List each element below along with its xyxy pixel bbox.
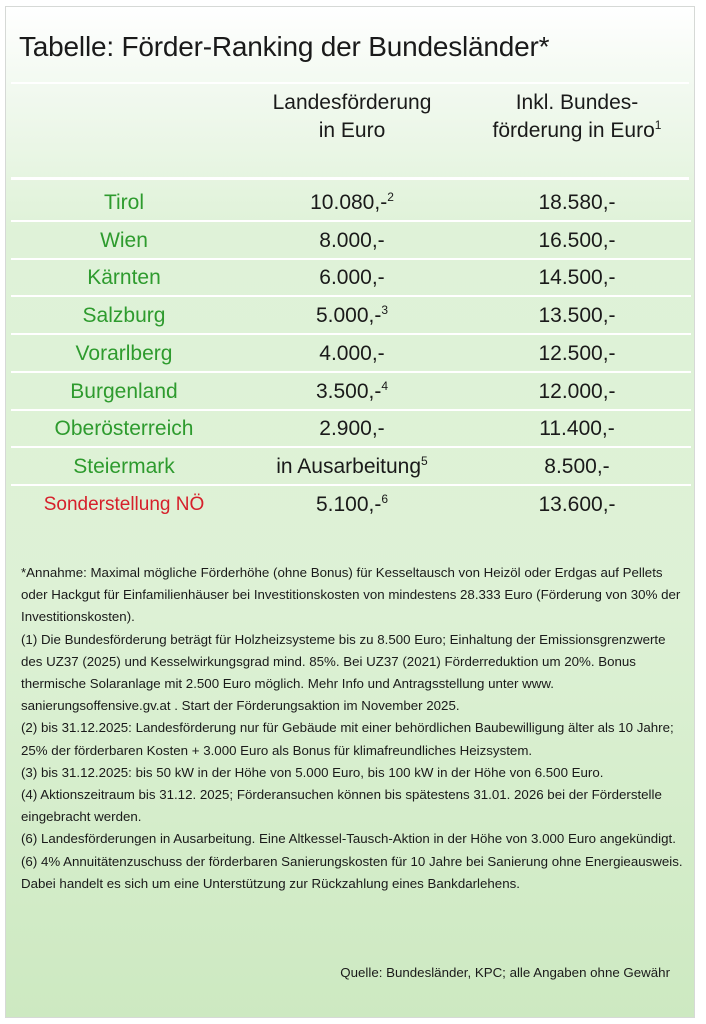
table-title: Tabelle: Förder-Ranking der Bundesländer* — [19, 31, 550, 62]
landes-value — [237, 336, 467, 371]
row-divider — [11, 484, 691, 486]
landes-amount: 5.100,- — [315, 492, 382, 516]
row-divider — [11, 371, 691, 373]
footnote: (2) bis 31.12.2025: Landesförderung nur für Gebäude mit einer behördlichen Baubewilligung älter als 10 Jahre; 25% der förderbaren Kosten + 3.000 Euro als Bonus für klimafreundliches Heizsystem. — [21, 720, 674, 758]
column-header-bundes — [467, 89, 687, 145]
state-name: Oberösterreich — [54, 417, 194, 441]
bundes-value: 12.000,- — [538, 379, 616, 403]
landes-value — [237, 185, 467, 220]
state-name: Burgenland — [70, 379, 178, 403]
column-header-bundes-line2-text: förderung in Euro — [492, 119, 655, 142]
table-row — [11, 223, 691, 260]
landes-amount: 2.900,- — [319, 417, 385, 441]
landes-amount: 4.000,- — [319, 341, 385, 365]
row-divider — [11, 295, 691, 297]
bundes-value: 13.500,- — [538, 304, 616, 328]
source-note: Quelle: Bundesländer, KPC; alle Angaben ohne Gewähr — [340, 965, 670, 980]
landes-amount: 8.000,- — [319, 228, 385, 252]
footnote: (6) 4% Annuitätenzuschuss der förderbaren Sanierungskosten für 10 Jahre bei Sanierung ohne Energieausweis. Dabei handelt es sich um eine Unterstützung zur Rückzahlung eines Bankdarlehens. — [21, 853, 683, 891]
landes-value — [237, 487, 467, 522]
column-header-bundes-line1: Inkl. Bundes- — [515, 91, 639, 114]
state-name: Steiermark — [73, 454, 175, 478]
column-header-landes — [242, 89, 462, 145]
footnotes — [21, 562, 686, 895]
footnote: (3) bis 31.12.2025: bis 50 kW in der Höhe von 5.000 Euro, bis 100 kW in der Höhe von 6.500 Euro. — [21, 764, 604, 780]
landes-amount: 3.500,- — [315, 379, 382, 403]
footnote-marker: 4 — [381, 378, 389, 393]
bundes-value: 8.500,- — [544, 454, 610, 478]
footnote: (1) Die Bundesförderung beträgt für Holzheizsysteme bis zu 8.500 Euro; Einhaltung der Emissionsgrenzwerte des UZ37 (2025) und Kesselwirkungsgrad mind. 85%. Bei UZ37 (2021) Förderreduktion um 20%. Bonus thermische Solaranlage mit 2.500 Euro möglich. Mehr Info und Antragsstellung unter www. sanierungsoffensive.gv.at . Start der Förderungsaktion im November 2025. — [21, 631, 666, 714]
column-header-landes-line2: in Euro — [318, 119, 386, 142]
footnote: (4) Aktionszeitraum bis 31.12. 2025; Förderansuchen können bis spätestens 31.01. 2026 bei der Förderstelle eingebracht werden. — [21, 787, 662, 825]
landes-value — [237, 260, 467, 295]
landes-amount: 6.000,- — [319, 266, 385, 290]
state-name: Kärnten — [87, 266, 161, 290]
header-divider — [11, 177, 689, 180]
footnote: *Annahme: Maximal mögliche Förderhöhe (ohne Bonus) für Kesseltausch von Heizöl oder Erdgas auf Pellets oder Hackgut für Einfamilienhäuser bei Investitionskosten von mindestens 28.333 Euro (Förderung von 30% der Investitionskosten). — [21, 565, 681, 625]
table-row — [11, 374, 691, 411]
state-name: Tirol — [103, 191, 145, 214]
footnote: (6) Landesförderungen in Ausarbeitung. Eine Altkessel-Tausch-Aktion in der Höhe von 3.000 Euro angekündigt. — [21, 831, 676, 847]
landes-amount: 5.000,- — [315, 304, 382, 328]
landes-value — [237, 374, 467, 409]
footnote-marker: 3 — [381, 303, 389, 318]
title-divider — [11, 82, 689, 84]
table-row — [11, 487, 691, 524]
bundes-value: 12.500,- — [538, 341, 616, 365]
column-header-landes-line1: Landesförderung — [272, 91, 432, 114]
footnote-marker: 5 — [421, 453, 428, 468]
funding-table-card — [5, 6, 695, 1018]
landes-value — [237, 298, 467, 333]
bundes-value: 14.500,- — [538, 266, 616, 290]
landes-amount: 10.080,- — [310, 191, 388, 214]
landes-value — [237, 411, 467, 446]
bundes-value: 11.400,- — [539, 417, 615, 441]
row-divider — [11, 333, 691, 335]
row-divider — [11, 446, 691, 448]
bundes-value: 18.580,- — [538, 191, 616, 214]
state-name: Vorarlberg — [75, 341, 173, 365]
table-row — [11, 185, 691, 222]
landes-value — [237, 223, 467, 258]
column-header-bundes-line2 — [467, 117, 687, 145]
table-row — [11, 411, 691, 448]
bundes-value: 16.500,- — [538, 228, 616, 252]
table-row — [11, 449, 691, 486]
bundes-value: 13.600,- — [538, 492, 616, 516]
table-row — [11, 260, 691, 297]
row-divider — [11, 220, 691, 222]
footnote-marker: 6 — [381, 491, 389, 506]
row-divider — [11, 409, 691, 411]
table-row — [11, 298, 691, 335]
row-divider — [11, 258, 691, 260]
footnote-marker: 1 — [654, 118, 662, 132]
landes-value — [237, 449, 467, 484]
state-name: Wien — [100, 228, 148, 252]
landes-amount: in Ausarbeitung — [276, 454, 422, 478]
state-name: Sonderstellung NÖ — [43, 493, 205, 515]
footnote-marker: 2 — [387, 190, 394, 204]
table-row — [11, 336, 691, 373]
state-name: Salzburg — [82, 304, 166, 328]
